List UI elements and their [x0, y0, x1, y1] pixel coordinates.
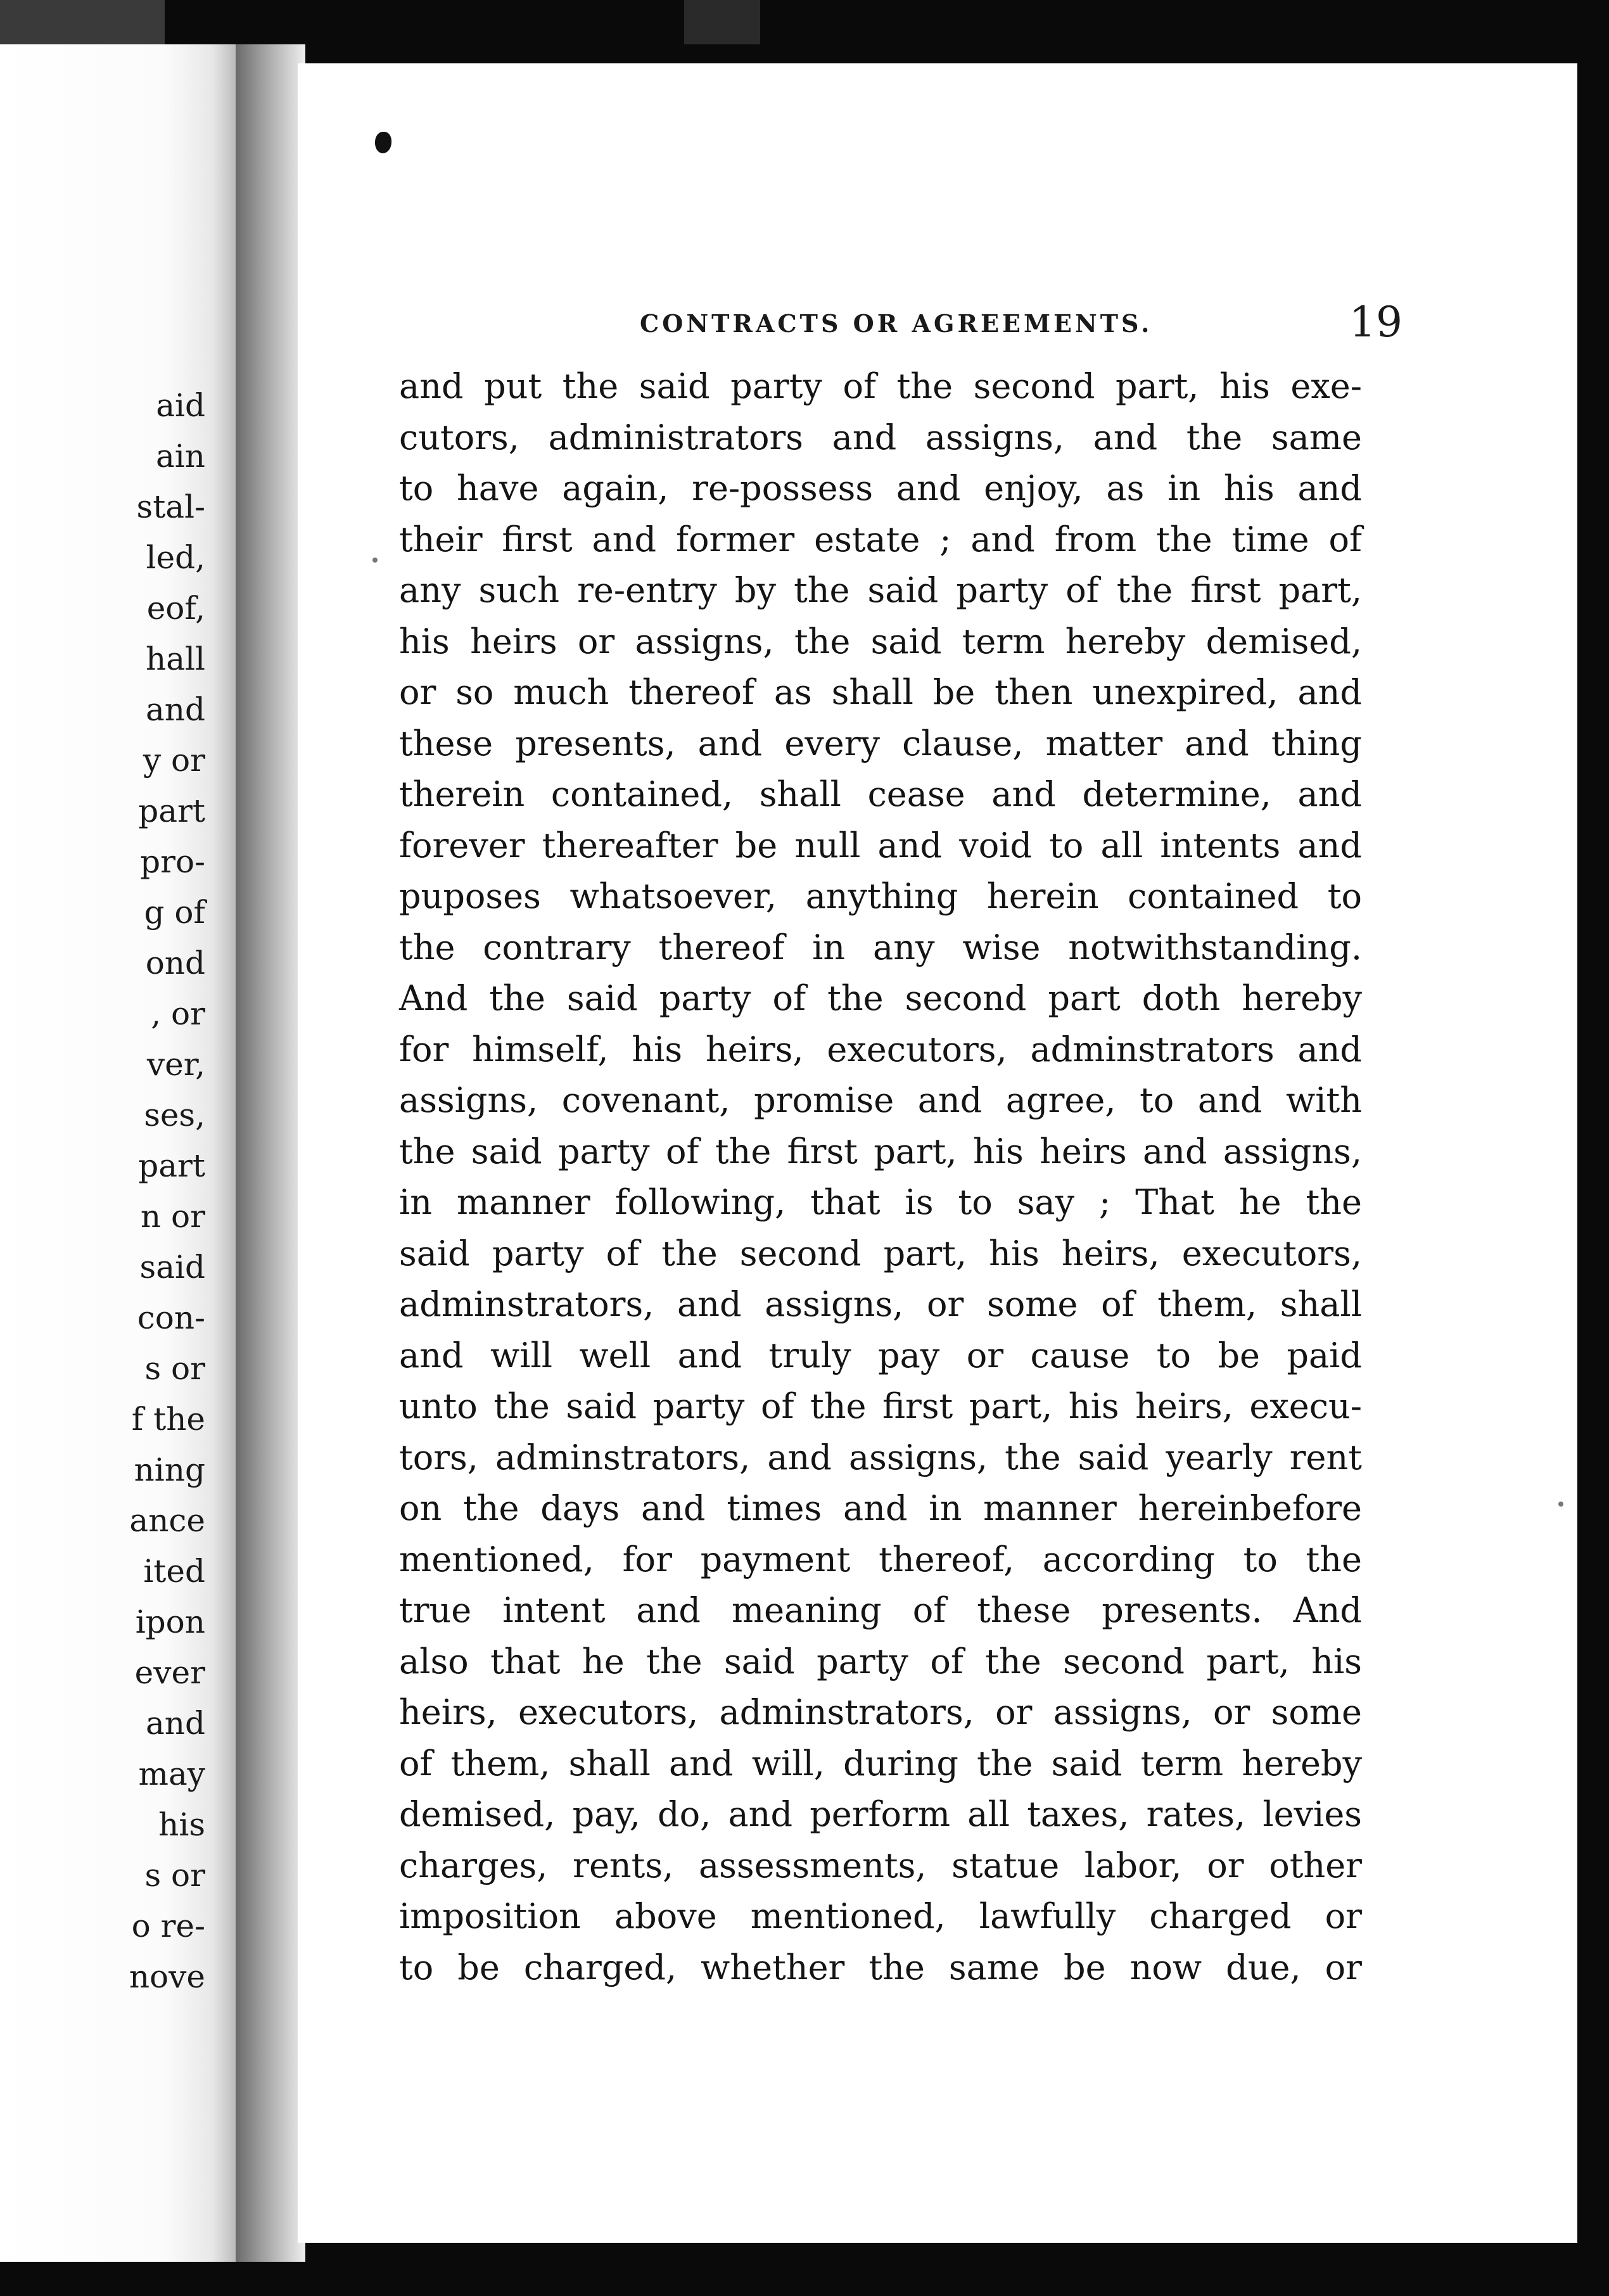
left-line-fragment: said [139, 1249, 205, 1285]
text-line: any such re-entry by the said party of the first part, [399, 570, 1362, 610]
text-line: adminstrators, and assigns, or some of them, shall [399, 1284, 1362, 1324]
text-line: on the days and times and in manner hereinbefore [399, 1488, 1362, 1528]
left-line-fragment: con- [137, 1299, 205, 1336]
left-line-fragment: o re- [131, 1908, 205, 1944]
top-edge-shadow [684, 0, 760, 44]
left-line-fragment: nove [129, 1958, 205, 1995]
left-line-fragment: ain [155, 438, 205, 475]
text-line: the said party of the first part, his heirs and assigns, [399, 1131, 1362, 1171]
text-line: unto the said party of the first part, his heirs, execu- [399, 1386, 1362, 1426]
left-line-fragment: ever [134, 1654, 205, 1691]
left-line-fragment: led, [146, 539, 205, 576]
left-line-fragment: and [145, 1705, 205, 1742]
text-line: the contrary thereof in any wise notwithstanding. [399, 927, 1362, 967]
text-line: his heirs or assigns, the said term hereby demised, [399, 621, 1362, 661]
left-line-fragment: ses, [144, 1097, 205, 1133]
text-line: imposition above mentioned, lawfully charged or [399, 1896, 1362, 1936]
text-line: for himself, his heirs, executors, adminstrators and [399, 1029, 1362, 1069]
left-line-fragment: s or [144, 1857, 205, 1894]
margin-speck [1558, 1502, 1563, 1507]
left-line-fragment: aid [156, 387, 205, 424]
text-line: cutors, administrators and assigns, and the same [399, 417, 1362, 457]
margin-speck [372, 558, 378, 563]
left-line-fragment: ance [129, 1502, 205, 1539]
left-line-fragment: g of [144, 894, 205, 931]
text-line: to be charged, whether the same be now due, or [399, 1947, 1362, 1987]
left-line-fragment: y or [143, 742, 205, 779]
text-line: of them, shall and will, during the said term hereby [399, 1743, 1362, 1783]
text-line: tors, adminstrators, and assigns, the said yearly rent [399, 1437, 1362, 1477]
text-line: in manner following, that is to say ; That he the [399, 1182, 1362, 1222]
left-line-fragment: may [138, 1756, 205, 1792]
text-line: And the said party of the second part doth hereby [399, 978, 1362, 1018]
text-line: true intent and meaning of these presents. And [399, 1590, 1362, 1630]
top-edge-shadow [0, 0, 165, 44]
body-text [399, 361, 1362, 1993]
left-line-fragment: stal- [136, 488, 205, 525]
text-line: and will well and truly pay or cause to be paid [399, 1335, 1362, 1375]
left-line-fragment: f the [131, 1401, 205, 1438]
left-line-fragment: and [145, 691, 205, 728]
right-page [298, 63, 1577, 2243]
text-line: heirs, executors, adminstrators, or assigns, or some [399, 1692, 1362, 1732]
running-head: CONTRACTS OR AGREEMENTS. [640, 309, 1153, 338]
left-line-fragment: s or [144, 1350, 205, 1387]
left-line-fragment: part [138, 1147, 205, 1184]
text-line: their first and former estate ; and from the time of [399, 519, 1362, 559]
left-line-fragment: ning [134, 1451, 205, 1488]
text-line: assigns, covenant, promise and agree, to and with [399, 1080, 1362, 1120]
page-number: 19 [1349, 298, 1402, 347]
text-line: puposes whatsoever, anything herein contained to [399, 876, 1362, 916]
left-line-fragment: hall [146, 641, 205, 677]
text-line: demised, pay, do, and perform all taxes, rates, levies [399, 1794, 1362, 1834]
left-line-fragment: ver, [146, 1046, 205, 1083]
left-line-fragment: part [138, 793, 205, 829]
book-gutter [236, 44, 305, 2262]
text-line: forever thereafter be null and void to all intents and [399, 825, 1362, 865]
left-line-fragment: ipon [135, 1604, 205, 1640]
text-line: charges, rents, assessments, statue labor, or other [399, 1845, 1362, 1885]
text-line: and put the said party of the second part, his exe- [399, 366, 1362, 406]
left-page-text-fragments [129, 380, 205, 2002]
left-line-fragment: ited [143, 1553, 205, 1590]
text-line: to have again, re-possess and enjoy, as in his and [399, 468, 1362, 508]
text-line: therein contained, shall cease and determine, and [399, 774, 1362, 814]
left-line-fragment: ond [145, 945, 205, 981]
text-line: these presents, and every clause, matter and thing [399, 723, 1362, 763]
text-line: also that he the said party of the second part, his [399, 1641, 1362, 1681]
left-line-fragment: , or [151, 995, 205, 1032]
left-line-fragment: eof, [146, 590, 205, 627]
text-line: mentioned, for payment thereof, according to the [399, 1539, 1362, 1579]
left-line-fragment: n or [140, 1198, 205, 1235]
ink-blot [375, 132, 391, 153]
left-facing-page [0, 44, 236, 2262]
left-line-fragment: his [158, 1806, 205, 1843]
left-line-fragment: pro- [140, 843, 205, 880]
text-line: or so much thereof as shall be then unexpired, and [399, 672, 1362, 712]
text-line: said party of the second part, his heirs, executors, [399, 1233, 1362, 1273]
